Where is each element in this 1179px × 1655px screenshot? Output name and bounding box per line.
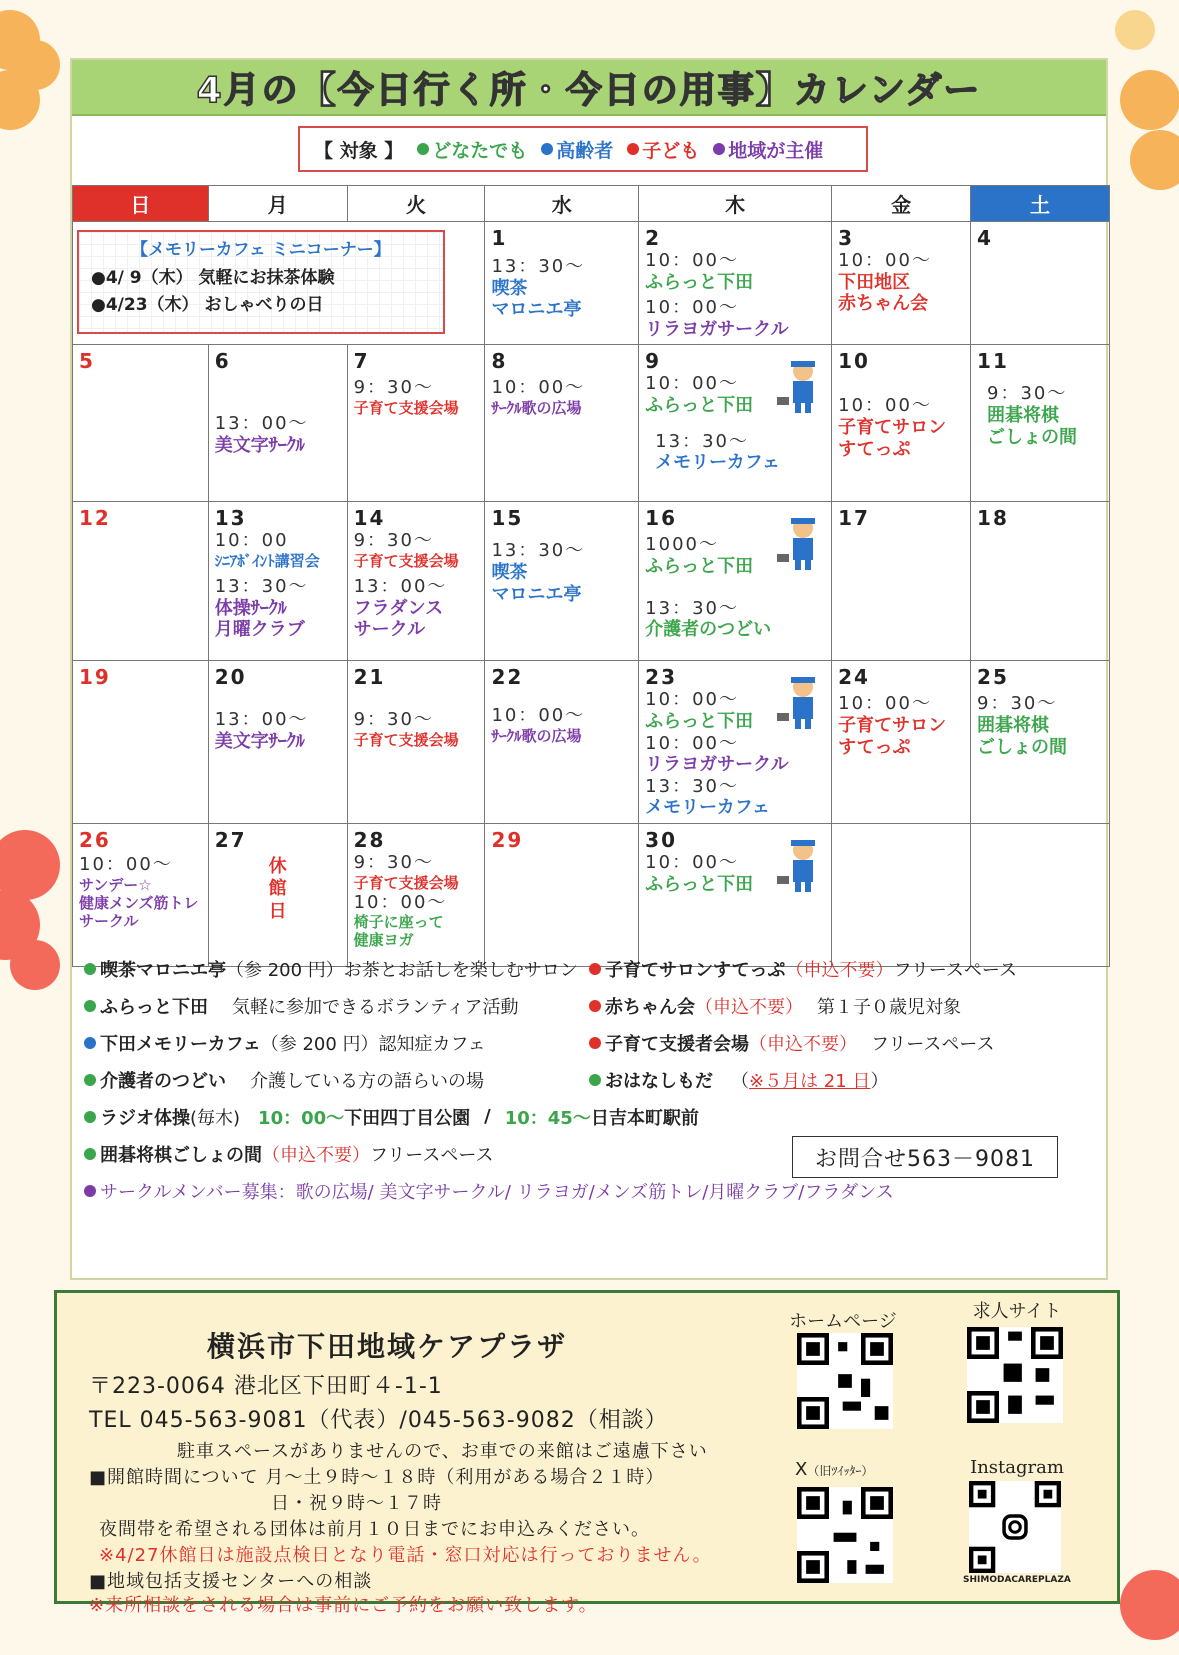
closed-note: ※4/27休館日は施設点検日となり電話・窓口対応は行っておりません。 — [99, 1545, 712, 1566]
day-cell[interactable] — [639, 502, 832, 661]
day-number: 7 — [353, 349, 370, 374]
day-cell[interactable] — [347, 345, 485, 502]
legend-item-elderly: 高齢者 — [541, 136, 613, 163]
day-number: 29 — [491, 827, 524, 852]
event-time: 10：00～ — [645, 297, 739, 319]
day-cell[interactable] — [208, 823, 347, 966]
closed-label: 休 — [268, 855, 287, 877]
event-time: 10：00～ — [79, 853, 173, 875]
title-text: 今日 — [565, 69, 642, 111]
day-number: 17 — [838, 506, 870, 531]
red-dot-icon — [589, 1000, 601, 1012]
info-item: 赤ちゃん会 （申込不要） 第１子０歳児対象 — [589, 993, 1094, 1019]
event-name: ｼﾆｱﾎﾞｲﾝﾄ講習会 — [214, 551, 320, 570]
info-item: サークルメンバー募集：歌の広場/ 美文字サークル/ リラヨガ/メンズ筋トレ/月曜クラブ/フラダンス — [84, 1172, 1094, 1209]
info-item: ふらっと下田 気軽に参加できるボランティア活動 — [84, 993, 589, 1019]
day-cell[interactable] — [485, 502, 639, 661]
day-number: 10 — [838, 349, 870, 374]
event-name: メモリーカフェ — [645, 797, 770, 819]
event-name: リラヨガサークル — [645, 318, 789, 340]
day-number: 11 — [977, 349, 1009, 374]
weekday-header — [73, 186, 1110, 222]
radio-exercise-mascot-icon — [775, 516, 823, 572]
event-name: フラダンス — [353, 597, 444, 619]
event-name: ごしょの間 — [977, 736, 1068, 758]
page-title — [72, 60, 1106, 116]
event-name: 子育て支援会場 — [353, 398, 459, 417]
day-cell[interactable] — [971, 345, 1110, 502]
event-name: 子育て支援会場 — [353, 873, 459, 892]
event-name: 月曜クラブ — [214, 619, 305, 641]
facility-name: 横浜市下田地域ケアプラザ — [207, 1330, 568, 1363]
info-item: 子育てサロンすてっぷ （申込不要） フリースペース — [589, 956, 1094, 982]
event-name: ｻｰｸﾙ歌の広場 — [491, 398, 582, 417]
qr-label-home: ホームページ — [789, 1311, 897, 1332]
event-name: 健康メンズ筋トレ — [79, 893, 199, 912]
event-time: 10：00～ — [491, 705, 586, 727]
event-name: ごしょの間 — [987, 426, 1078, 448]
event-name: ふらっと下田 — [645, 710, 754, 732]
day-number: 1 — [491, 226, 508, 250]
event-time: 9：30～ — [353, 851, 434, 873]
week-row — [73, 345, 1110, 502]
day-number: 26 — [79, 827, 111, 852]
event-name: 体操ｻｰｸﾙ — [214, 597, 287, 619]
day-cell[interactable] — [485, 823, 639, 966]
day-number: 5 — [79, 349, 95, 374]
event-time: 10：00～ — [645, 732, 739, 754]
calendar-grid — [72, 185, 1110, 967]
event-time: 13：00～ — [353, 575, 448, 597]
event-name: サークル — [79, 911, 139, 930]
event-time: 13：30～ — [214, 575, 309, 597]
red-dot-icon — [627, 143, 639, 155]
day-number: 22 — [491, 665, 524, 690]
day-number: 27 — [214, 827, 247, 852]
day-cell[interactable] — [832, 502, 971, 661]
day-number: 12 — [79, 506, 111, 531]
green-dot-icon — [84, 1148, 96, 1160]
event-time: 13：30～ — [645, 775, 739, 797]
day-number: 3 — [838, 226, 855, 250]
info-item: おはなしもだ （ ※５月は 21 日 ） — [589, 1067, 1094, 1093]
flower-top-left — [0, 0, 70, 120]
event-time: 10：00～ — [645, 851, 739, 873]
day-number: 15 — [491, 506, 524, 531]
facility-address: 〒223-0064 港北区下田町４-1-1 — [89, 1374, 443, 1399]
event-name: ふらっと下田 — [645, 555, 754, 577]
green-dot-icon — [589, 1074, 601, 1086]
closed-label: 館 — [268, 878, 287, 900]
info-item: 下田メモリーカフェ （参 200 円）認知症カフェ — [84, 1030, 589, 1056]
info-item: 介護者のつどい 介護している方の語らいの場 — [84, 1067, 589, 1093]
day-number: 13 — [214, 506, 247, 531]
event-name: すてっぷ — [838, 438, 911, 460]
event-name: サンデー☆ — [79, 875, 152, 894]
day-number: 14 — [353, 506, 386, 531]
event-time: 10：00～ — [645, 250, 739, 271]
event-name: 介護者のつどい — [645, 619, 772, 641]
day-number: 6 — [214, 349, 231, 374]
event-time: 13：30～ — [491, 540, 586, 562]
day-cell-empty — [832, 823, 971, 966]
qr-label-recruit: 求人サイト — [972, 1301, 1062, 1322]
day-cell[interactable] — [347, 823, 485, 966]
green-dot-icon — [84, 1111, 96, 1123]
title-text: 所・ — [489, 69, 566, 111]
day-cell[interactable] — [73, 502, 209, 661]
event-time: 9：30～ — [353, 377, 434, 399]
radio-exercise-mascot-icon — [775, 675, 823, 731]
parking-note: 駐車スペースがありませんので、お車での来館はご遠慮下さい — [177, 1441, 708, 1462]
day-number: 2 — [645, 226, 662, 250]
purple-dot-icon — [713, 143, 725, 155]
event-time: 10：00～ — [838, 395, 932, 417]
hours-note: ■開館時間について 月～土９時～１８時（利用がある場合２１時） — [89, 1467, 665, 1488]
event-name: 美文字ｻｰｸﾙ — [214, 730, 305, 752]
day-cell[interactable] — [208, 345, 347, 502]
event-name: 子育てサロン — [838, 714, 947, 736]
day-number: 16 — [645, 506, 678, 531]
day-cell[interactable] — [971, 222, 1110, 345]
event-name: 子育て支援会場 — [353, 730, 459, 749]
day-number: 21 — [353, 665, 386, 690]
instagram-caption: SHIMODACAREPLAZA — [963, 1575, 1071, 1585]
flower-left-mid — [0, 830, 70, 1010]
day-number: 8 — [491, 349, 508, 374]
event-time: 13：30～ — [655, 430, 749, 452]
title-text: 行く — [413, 69, 490, 111]
event-time: 13：00～ — [214, 709, 309, 731]
event-name: 椅子に座って — [353, 913, 444, 932]
audience-legend — [298, 126, 868, 172]
green-dot-icon — [84, 1000, 96, 1012]
title-text: 今日 — [337, 69, 414, 111]
legend-item-community: 地域が主催 — [713, 136, 823, 163]
qr-label-x: X（旧ﾂｲｯﾀｰ） — [795, 1459, 874, 1480]
weekday-sat: 土 — [971, 186, 1110, 222]
weekday-thu: 木 — [639, 186, 832, 222]
event-name: 喫茶 — [491, 561, 528, 583]
day-cell[interactable] — [73, 345, 209, 502]
event-time: 9：30～ — [353, 530, 434, 552]
day-cell[interactable] — [73, 661, 209, 824]
radio-exercise-mascot-icon — [775, 359, 823, 415]
event-name: サークル — [353, 619, 426, 641]
event-time: 10：00～ — [353, 891, 448, 913]
day-cell[interactable] — [971, 502, 1110, 661]
facility-tel: TEL 045-563-9081（代表）/045-563-9082（相談） — [89, 1408, 668, 1433]
legend-item-children: 子ども — [627, 136, 699, 163]
day-cell[interactable] — [971, 661, 1110, 824]
day-cell[interactable] — [832, 345, 971, 502]
day-cell[interactable] — [639, 345, 832, 502]
event-time: 9：30～ — [987, 383, 1068, 405]
green-dot-icon — [84, 1074, 96, 1086]
day-cell[interactable] — [485, 661, 639, 824]
title-text: 用 — [679, 69, 718, 111]
day-number: 28 — [353, 827, 386, 852]
day-number: 19 — [79, 665, 111, 690]
event-time: 10：00 — [214, 530, 289, 552]
memory-box-item: ●4/ 9（木） 気軽にお抹茶体験 — [91, 268, 335, 289]
green-dot-icon — [417, 143, 429, 155]
green-dot-icon — [84, 963, 96, 975]
memory-box-item: ●4/23（木） おしゃべりの日 — [91, 294, 324, 315]
weekday-tue: 火 — [347, 186, 485, 222]
day-number: 9 — [645, 349, 662, 374]
night-note: 夜間帯を希望される団体は前月１０日までにお申込みください。 — [99, 1519, 650, 1540]
event-time: 13：00～ — [214, 413, 309, 435]
day-cell[interactable] — [347, 502, 485, 661]
title-text: 事】カレンダー — [717, 69, 982, 111]
day-cell[interactable] — [208, 502, 347, 661]
purple-dot-icon — [84, 1185, 96, 1197]
red-dot-icon — [589, 963, 601, 975]
center-note: ■地域包括支援センターへの相談 — [89, 1571, 373, 1592]
event-time: 9：30～ — [977, 693, 1058, 715]
day-cell[interactable] — [208, 661, 347, 824]
reserve-note: ※来所相談をされる場合は事前にご予約をお願い致します。 — [89, 1595, 598, 1616]
day-number: 25 — [977, 665, 1009, 690]
weekday-mon: 月 — [208, 186, 347, 222]
day-cell[interactable] — [832, 661, 971, 824]
day-number: 18 — [977, 506, 1009, 531]
closed-label: 日 — [268, 900, 287, 922]
info-item: 子育て支援者会場 （申込不要） フリースペース — [589, 1030, 1094, 1056]
blue-dot-icon — [84, 1037, 96, 1049]
event-name: マロニエ亭 — [491, 299, 582, 321]
flower-bottom-right — [1110, 1560, 1179, 1655]
flower-top-right — [1110, 0, 1179, 220]
week-row — [73, 222, 1110, 345]
event-time: 10：00～ — [645, 689, 739, 711]
x-qr-icon[interactable] — [797, 1487, 893, 1583]
calendar-sheet — [70, 58, 1108, 1280]
blue-dot-icon — [541, 143, 553, 155]
event-time: 10：00～ — [838, 250, 932, 271]
day-number: 23 — [645, 665, 678, 690]
event-name: すてっぷ — [838, 736, 911, 758]
event-name: ふらっと下田 — [645, 394, 754, 416]
day-cell[interactable] — [832, 222, 971, 345]
event-name: ふらっと下田 — [645, 271, 754, 293]
event-name: ふらっと下田 — [645, 873, 754, 895]
facility-footer — [54, 1290, 1120, 1616]
info-item: 囲碁将棋ごしょの間 （申込不要） フリースペース — [84, 1135, 1094, 1172]
day-number: 30 — [645, 827, 678, 852]
event-time: 13：30～ — [491, 256, 586, 277]
recruit-qr-icon[interactable] — [967, 1327, 1063, 1423]
day-number: 20 — [214, 665, 247, 690]
event-time: 13：30～ — [645, 597, 739, 619]
memory-cafe-box — [77, 230, 445, 334]
day-cell[interactable] — [485, 222, 639, 345]
contact-phone: お問合せ563－9081 — [792, 1136, 1058, 1178]
event-name: 子育てサロン — [838, 416, 947, 438]
event-time: 10：00～ — [491, 377, 586, 399]
day-number: 24 — [838, 665, 870, 690]
qr-label-instagram: Instagram — [970, 1457, 1064, 1478]
event-time: 10：00～ — [645, 373, 739, 395]
day-cell[interactable] — [347, 661, 485, 824]
day-cell[interactable] — [73, 823, 209, 966]
week-row — [73, 502, 1110, 661]
event-name: 子育て支援会場 — [353, 551, 459, 570]
event-name: メモリーカフェ — [655, 452, 780, 474]
event-name: 下田地区 — [838, 271, 911, 293]
event-name: 赤ちゃん会 — [838, 293, 929, 315]
memory-box-title: 【メモリーカフェ ミニコーナー】 — [131, 240, 391, 260]
day-cell[interactable] — [639, 823, 832, 966]
event-name: 健康ヨガ — [353, 931, 414, 950]
event-name: 喫茶 — [491, 277, 528, 299]
event-descriptions — [84, 950, 1094, 1209]
red-dot-icon — [589, 1037, 601, 1049]
event-time: 10：00～ — [838, 693, 932, 715]
day-number: 4 — [977, 226, 993, 250]
legend-label: 【 対象 】 — [314, 139, 404, 162]
weekday-sun: 日 — [73, 186, 209, 222]
event-name: 囲碁将棋 — [987, 404, 1060, 426]
week-row — [73, 661, 1110, 824]
weekday-wed: 水 — [485, 186, 639, 222]
legend-item-everyone: どなたでも — [417, 136, 527, 163]
event-name: 囲碁将棋 — [977, 714, 1050, 736]
day-cell[interactable] — [485, 345, 639, 502]
title-text: 4月の【 — [196, 69, 338, 111]
day-cell[interactable] — [639, 222, 832, 345]
info-item: 喫茶マロニエ亭 （参 200 円）お茶とお話しを楽しむサロン — [84, 956, 589, 982]
day-cell-empty — [971, 823, 1110, 966]
radio-exercise-mascot-icon — [775, 838, 823, 894]
event-name: 美文字ｻｰｸﾙ — [214, 434, 305, 456]
event-time: 9：30～ — [353, 709, 434, 731]
event-name: マロニエ亭 — [491, 583, 582, 605]
instagram-qr-icon[interactable] — [969, 1481, 1061, 1573]
event-time: 1000～ — [645, 534, 719, 556]
weekday-fri: 金 — [832, 186, 971, 222]
week-row — [73, 823, 1110, 966]
event-name: ｻｰｸﾙ歌の広場 — [491, 726, 582, 745]
info-item: ラジオ体操 (毎木) 10：00～ 下田四丁目公園 / 10：45～ 日吉本町駅前 — [84, 1098, 1094, 1135]
hours-note: 日・祝９時～１７時 — [271, 1493, 442, 1514]
day-cell[interactable] — [639, 661, 832, 824]
event-name: リラヨガサークル — [645, 754, 789, 776]
memory-cafe-cell — [73, 222, 485, 345]
title-text: の — [641, 69, 680, 111]
homepage-qr-icon[interactable] — [797, 1333, 893, 1429]
